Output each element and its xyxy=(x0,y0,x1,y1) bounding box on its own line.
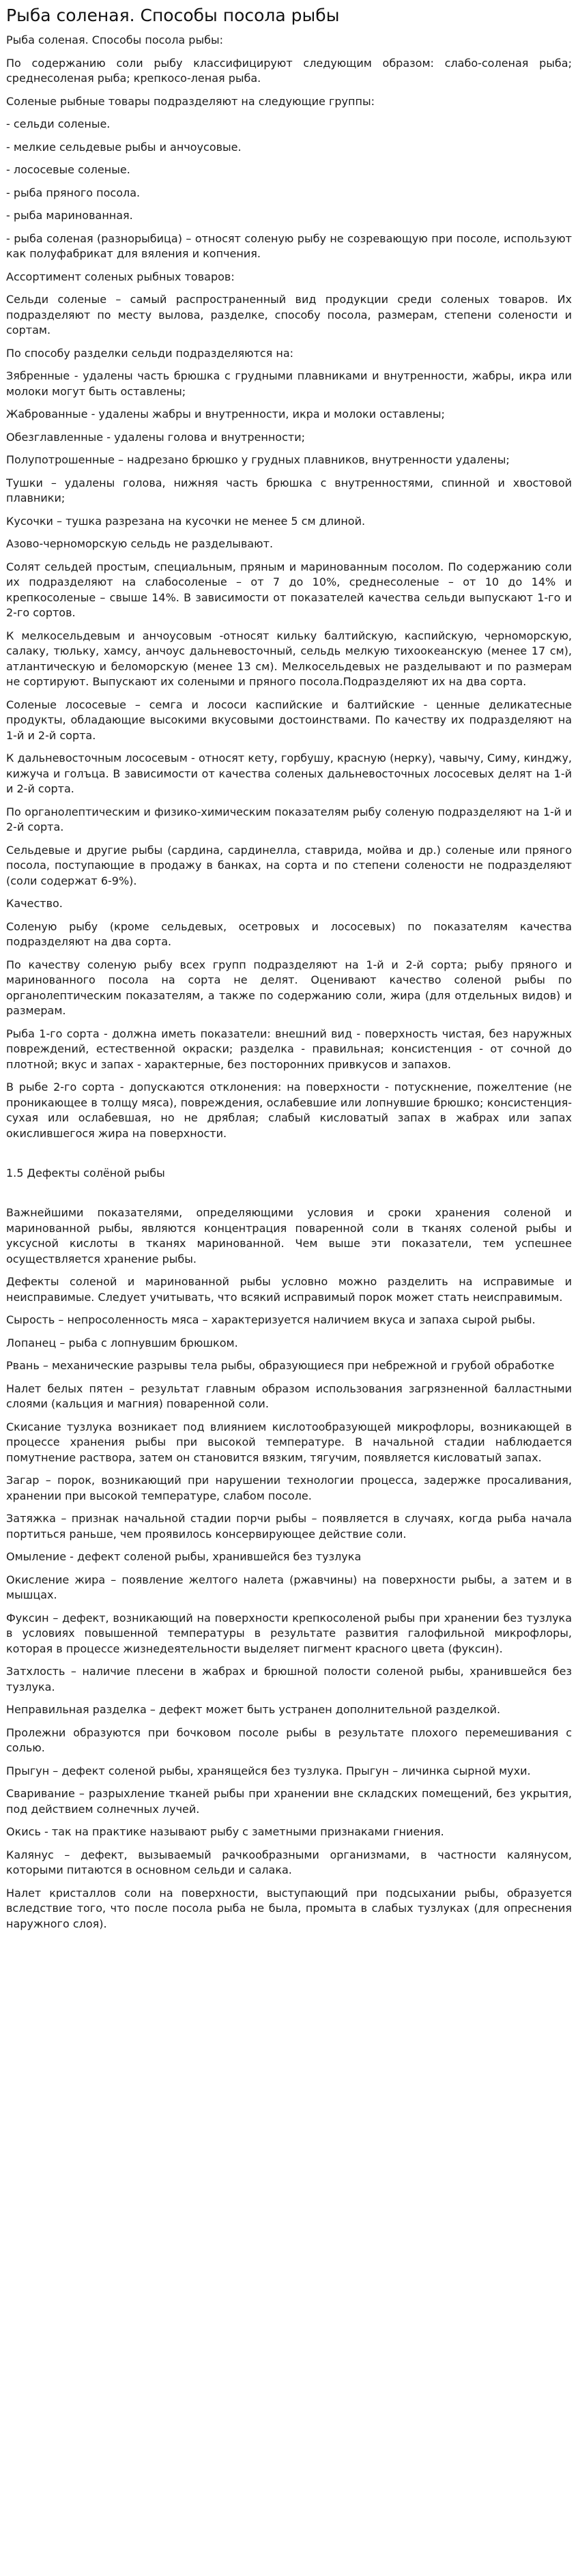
intro-paragraph: Сельдевые и другие рыбы (сардина, сардинелла, ставрида, мойва и др.) соленые или пряного посола, поступающие в продажу в банках, на сорта и по степени солености не подразделяют (соли содержат 6-9%). xyxy=(6,843,572,887)
defect-paragraph: Омыление - дефект соленой рыбы, хранившейся без тузлука xyxy=(6,1550,362,1563)
defect-paragraph: Рвань – механические разрывы тела рыбы, образующиеся при небрежной и грубой обработке xyxy=(6,1359,555,1372)
defect-paragraph: Прыгун – дефект соленой рыбы, хранящейся без тузлука. Прыгун – личинка сырной мухи. xyxy=(6,1764,531,1777)
intro-paragraph: Рыба 1-го сорта - должна иметь показатели: внешний вид - поверхность чистая, без наружных повреждений, естественной окраски; разделка - правильная; консистенция - от сочной до плотной; вкус и запах - характерные, без посторонних привкусов и запахов. xyxy=(6,1027,572,1071)
defect-paragraph: Налет кристаллов соли на поверхности, выступающий при подсыхании рыбы, образуется вследствие того, что после посола рыба не была, промыта в слабых тузлуках (для опреснения наружного слоя). xyxy=(6,1886,572,1930)
intro-paragraph: - лососевые соленые. xyxy=(6,163,130,176)
defect-paragraph: Лопанец – рыба с лопнувшим брюшком. xyxy=(6,1336,238,1349)
defect-paragraph: Сырость – непросоленность мяса – характеризуется наличием вкуса и запаха сырой рыбы. xyxy=(6,1313,536,1326)
defect-paragraph: Налет белых пятен – результат главным образом использования загрязненной балластными слоями (кальция и магния) поваренной соли. xyxy=(6,1382,572,1410)
intro-paragraph: Зябренные - удалены часть брюшка с грудными плавниками и внутренности, жабры, икра или молоки могут быть оставлены; xyxy=(6,369,572,398)
defect-paragraph: Затяжка – признак начальной стадии порчи рыбы – появляется в случаях, когда рыба начала портиться раньше, чем проявилось консервирующее действие соли. xyxy=(6,1512,572,1541)
intro-paragraph: - сельди соленые. xyxy=(6,117,111,130)
intro-paragraph: Солят сельдей простым, специальным, пряным и маринованным посолом. По содержанию соли их подразделяют на слабосоленые – от 7 до 10%, среднесоленые – от 10 до 14% и крепкосоленые – свыше 14%. В зависимости от показателей качества сельди выпускают 1-го и 2-го сортов. xyxy=(6,560,572,619)
defect-paragraph: Калянус – дефект, вызываемый рачкообразными организмами, в частности калянусом, которыми питаются в основном сельди и салака. xyxy=(6,1848,572,1876)
defect-paragraph: Пролежни образуются при бочковом посоле рыбы в результате плохого перемешивания с солью. xyxy=(6,1726,572,1754)
intro-paragraph: Соленую рыбу (кроме сельдевых, осетровых и лососевых) по показателям качества подразделяют на два сорта. xyxy=(6,919,572,948)
defect-paragraph: Дефекты соленой и маринованной рыбы условно можно разделить на исправимые и неисправимые. Следует учитывать, что всякий исправимый порок может стать неисправимым. xyxy=(6,1275,572,1304)
defect-paragraph: Фуксин – дефект, возникающий на поверхности крепкосоленой рыбы при хранении без тузлука в условиях повышенной температуры в результате развития галофильной микрофлоры, которая в процессе жизнедеятельности выделяет пигмент красного цвета (фуксин). xyxy=(6,1611,572,1655)
intro-paragraph: По содержанию соли рыбу классифицируют следующим образом: слабо-соленая рыба; среднесоленая рыба; крепкосо-леная рыба. xyxy=(6,56,572,85)
intro-paragraph: Соленые лососевые – семга и лососи каспийские и балтийские - ценные деликатесные продукты, обладающие высокими вкусовыми достоинствами. По качеству их подразделяют на 1-й и 2-й сорта. xyxy=(6,698,572,742)
intro-section xyxy=(6,33,572,1141)
defect-paragraph: Важнейшими показателями, определяющими условия и сроки хранения соленой и маринованной рыбы, являются концентрация поваренной соли в тканях соленой рыбы и уксусной кислоты в тканях маринованной. Чем выше эти показатели, тем успешнее осуществляется хранение рыбы. xyxy=(6,1206,572,1265)
defect-paragraph: Окисление жира – появление желтого налета (ржавчины) на поверхности рыбы, а затем и в мышцах. xyxy=(6,1573,572,1601)
intro-paragraph: - рыба маринованная. xyxy=(6,209,133,222)
intro-paragraph: По способу разделки сельди подразделяются на: xyxy=(6,346,294,360)
section-heading: 1.5 Дефекты солёной рыбы xyxy=(6,1167,165,1179)
intro-paragraph: Тушки – удалены голова, нижняя часть брюшка с внутренностями, спинной и хвостовой плавники; xyxy=(6,476,572,504)
intro-paragraph: К дальневосточным лососевым - относят кету, горбушу, красную (нерку), чавычу, Симу, кинджу, кижуча и голъца. В зависимости от качества соленых дальневосточных лососевых делят на 1-й и 2-й сорта. xyxy=(6,752,572,795)
intro-paragraph: - рыба соленая (разнорыбица) – относят соленую рыбу не созревающую при посоле, используют как полуфабрикат для вяления и копчения. xyxy=(6,231,572,260)
intro-paragraph: Жаброванные - удалены жабры и внутренности, икра и молоки оставлены; xyxy=(6,407,445,420)
intro-paragraph: Обезглавленные - удалены голова и внутренности; xyxy=(6,430,305,444)
defect-paragraph: Скисание тузлука возникает под влиянием кислотообразующей микрофлоры, возникающей в процессе хранения рыбы при высокой температуре. В начальной стадии наблюдается помутнение раствора, затем он становится вязким, тягучим, появляется кисловатый запах. xyxy=(6,1420,572,1464)
intro-paragraph: В рыбе 2-го сорта - допускаются отклонения: на поверхности - потускнение, пожелтение (не проникающее в толщу мяса), повреждения, ослабевшие или лопнувшие брюшко; консистенция- сухая или ослабевшая, но не дряблая; слабый кисловатый запах в жабрах или запах окислившегося жира на поверхности. xyxy=(6,1081,572,1140)
intro-paragraph: Азово-черноморскую сельдь не разделывают. xyxy=(6,537,274,550)
intro-paragraph: По качеству соленую рыбу всех групп подразделяют на 1-й и 2-й сорта; рыбу пряного и маринованного посола на сорта не делят. Оценивают качество соленой рыбы по органолептическим показателям, а также по содержанию соли, жира (для отдельных видов) и размерам. xyxy=(6,958,572,1017)
defect-paragraph: Сваривание – разрыхление тканей рыбы при хранении вне складских помещений, без укрытия, под действием солнечных лучей. xyxy=(6,1787,572,1816)
intro-paragraph: - рыба пряного посола. xyxy=(6,186,141,199)
intro-paragraph: Соленые рыбные товары подразделяют на следующие группы: xyxy=(6,94,375,108)
intro-paragraph: Качество. xyxy=(6,897,63,910)
intro-paragraph: Кусочки – тушка разрезана на кусочки не менее 5 см длиной. xyxy=(6,514,366,528)
defect-paragraph: Затхлость – наличие плесени в жабрах и брюшной полости соленой рыбы, хранившейся без тузлука. xyxy=(6,1665,572,1693)
intro-paragraph: Полупотрошенные – надрезано брюшко у грудных плавников, внутренности удалены; xyxy=(6,453,510,466)
intro-paragraph: - мелкие сельдевые рыбы и анчоусовые. xyxy=(6,140,242,154)
defect-paragraph: Неправильная разделка – дефект может быть устранен дополнительной разделкой. xyxy=(6,1703,501,1716)
defect-paragraph: Загар – порок, возникающий при нарушении технологии процесса, задержке просаливания, хранении при высокой температуре, слабом посоле. xyxy=(6,1474,572,1502)
intro-paragraph: Рыба соленая. Способы посола рыбы: xyxy=(6,33,223,46)
page-title: Рыба соленая. Способы посола рыбы xyxy=(6,5,340,25)
intro-paragraph: Ассортимент соленых рыбных товаров: xyxy=(6,270,235,283)
defects-section xyxy=(6,1205,572,1932)
intro-paragraph: По органолептическим и физико-химическим показателям рыбу соленую подразделяют на 1-й и 2-й сорта. xyxy=(6,805,572,833)
intro-paragraph: Сельди соленые – самый распространенный вид продукции среди соленых товаров. Их подразделяют по месту вылова, разделке, способу посола, размерам, степени солености и сортам. xyxy=(6,293,572,337)
defect-paragraph: Окись - так на практике называют рыбу с заметными признаками гниения. xyxy=(6,1825,444,1838)
intro-paragraph: К мелкосельдевым и анчоусовым -относят кильку балтийскую, каспийскую, черноморскую, салаку, тюльку, хамсу, анчоус дальневосточный, сельдь мелкую тихоокеанскую (менее 17 см), атлантическую и беломорскую (менее 13 см). Мелкосельдевых не разделывают и по размерам не сортируют. Выпускают их солеными и пряного посола.Подразделяют их на два сорта. xyxy=(6,629,572,688)
